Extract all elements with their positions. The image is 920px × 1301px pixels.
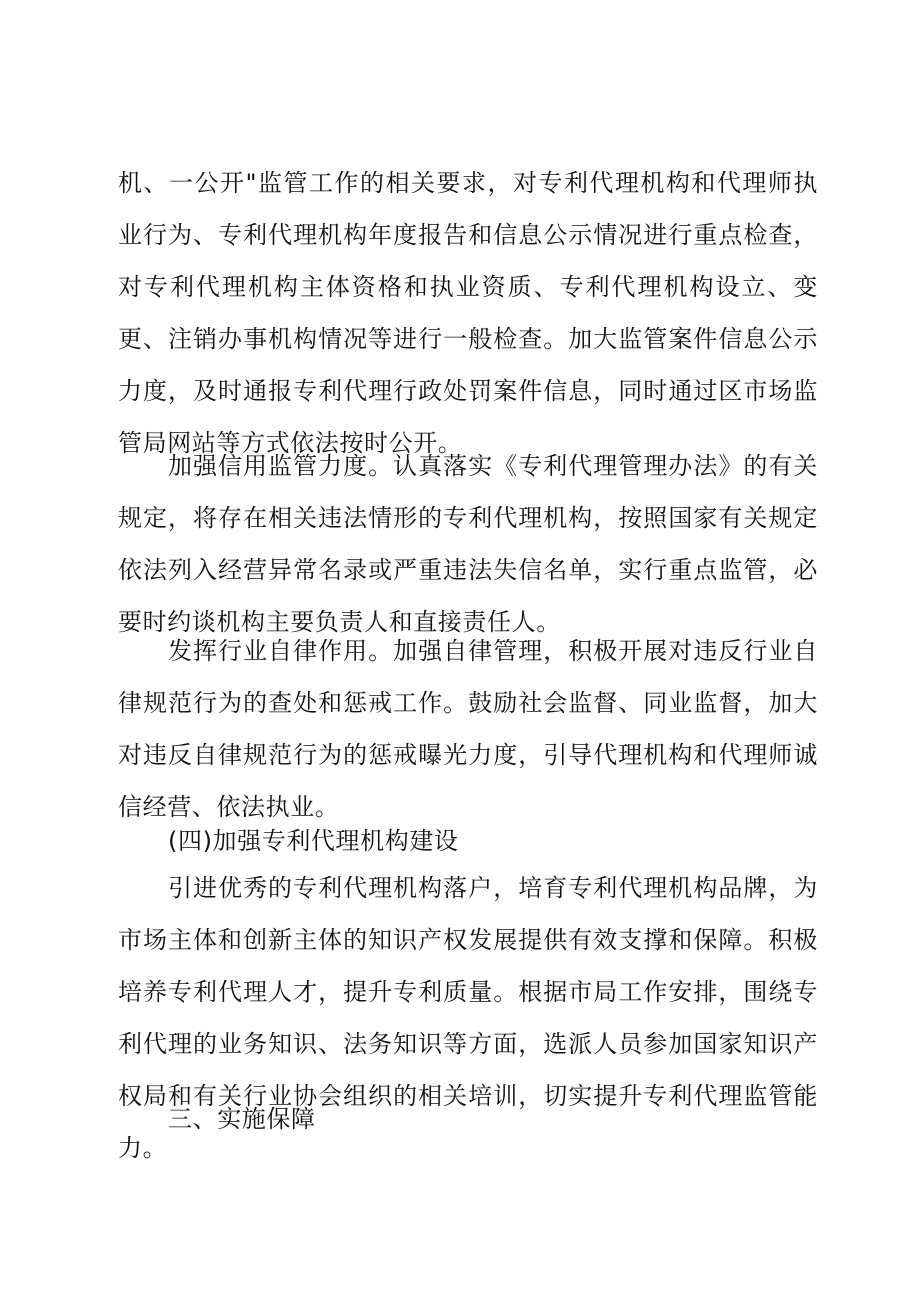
section-heading-implementation-guarantee: 三、实施保障 bbox=[168, 1105, 316, 1133]
section-heading-agency-construction: (四)加强专利代理机构建设 bbox=[168, 827, 459, 855]
paragraph-industry-self-discipline: 发挥行业自律作用。加强自律管理，积极开展对违反行业自律规范行为的查处和惩戒工作。鼓励社会监督、同业监督，加大对违反自律规范行为的惩戒曝光力度，引导代理机构和代理师诚信经营、依法执业。 bbox=[118, 637, 818, 821]
paragraph-supervision-inspection: 机、一公开"监管工作的相关要求，对专利代理机构和代理师执业行为、专利代理机构年度报告和信息公示情况进行重点检查，对专利代理机构主体资格和执业资质、专利代理机构设立、变更、注销办事机构情况等进行一般检查。加大监管案件信息公示力度，及时通报专利代理行政处罚案件信息，同时通过区市场监管局网站等方式依法按时公开。 bbox=[118, 169, 818, 457]
paragraph-agency-construction: 引进优秀的专利代理机构落户，培育专利代理机构品牌，为市场主体和创新主体的知识产权发展提供有效支撑和保障。积极培养专利代理人才，提升专利质量。根据市局工作安排，围绕专利代理的业务知识、法务知识等方面，选派人员参加国家知识产权局和有关行业协会组织的相关培训，切实提升专利代理监管能力。 bbox=[118, 874, 818, 1162]
paragraph-credit-supervision: 加强信用监管力度。认真落实《专利代理管理办法》的有关规定，将存在相关违法情形的专利代理机构，按照国家有关规定依法列入经营异常名录或严重违法失信名单，实行重点监管，必要时约谈机构主要负责人和直接责任人。 bbox=[118, 452, 818, 636]
